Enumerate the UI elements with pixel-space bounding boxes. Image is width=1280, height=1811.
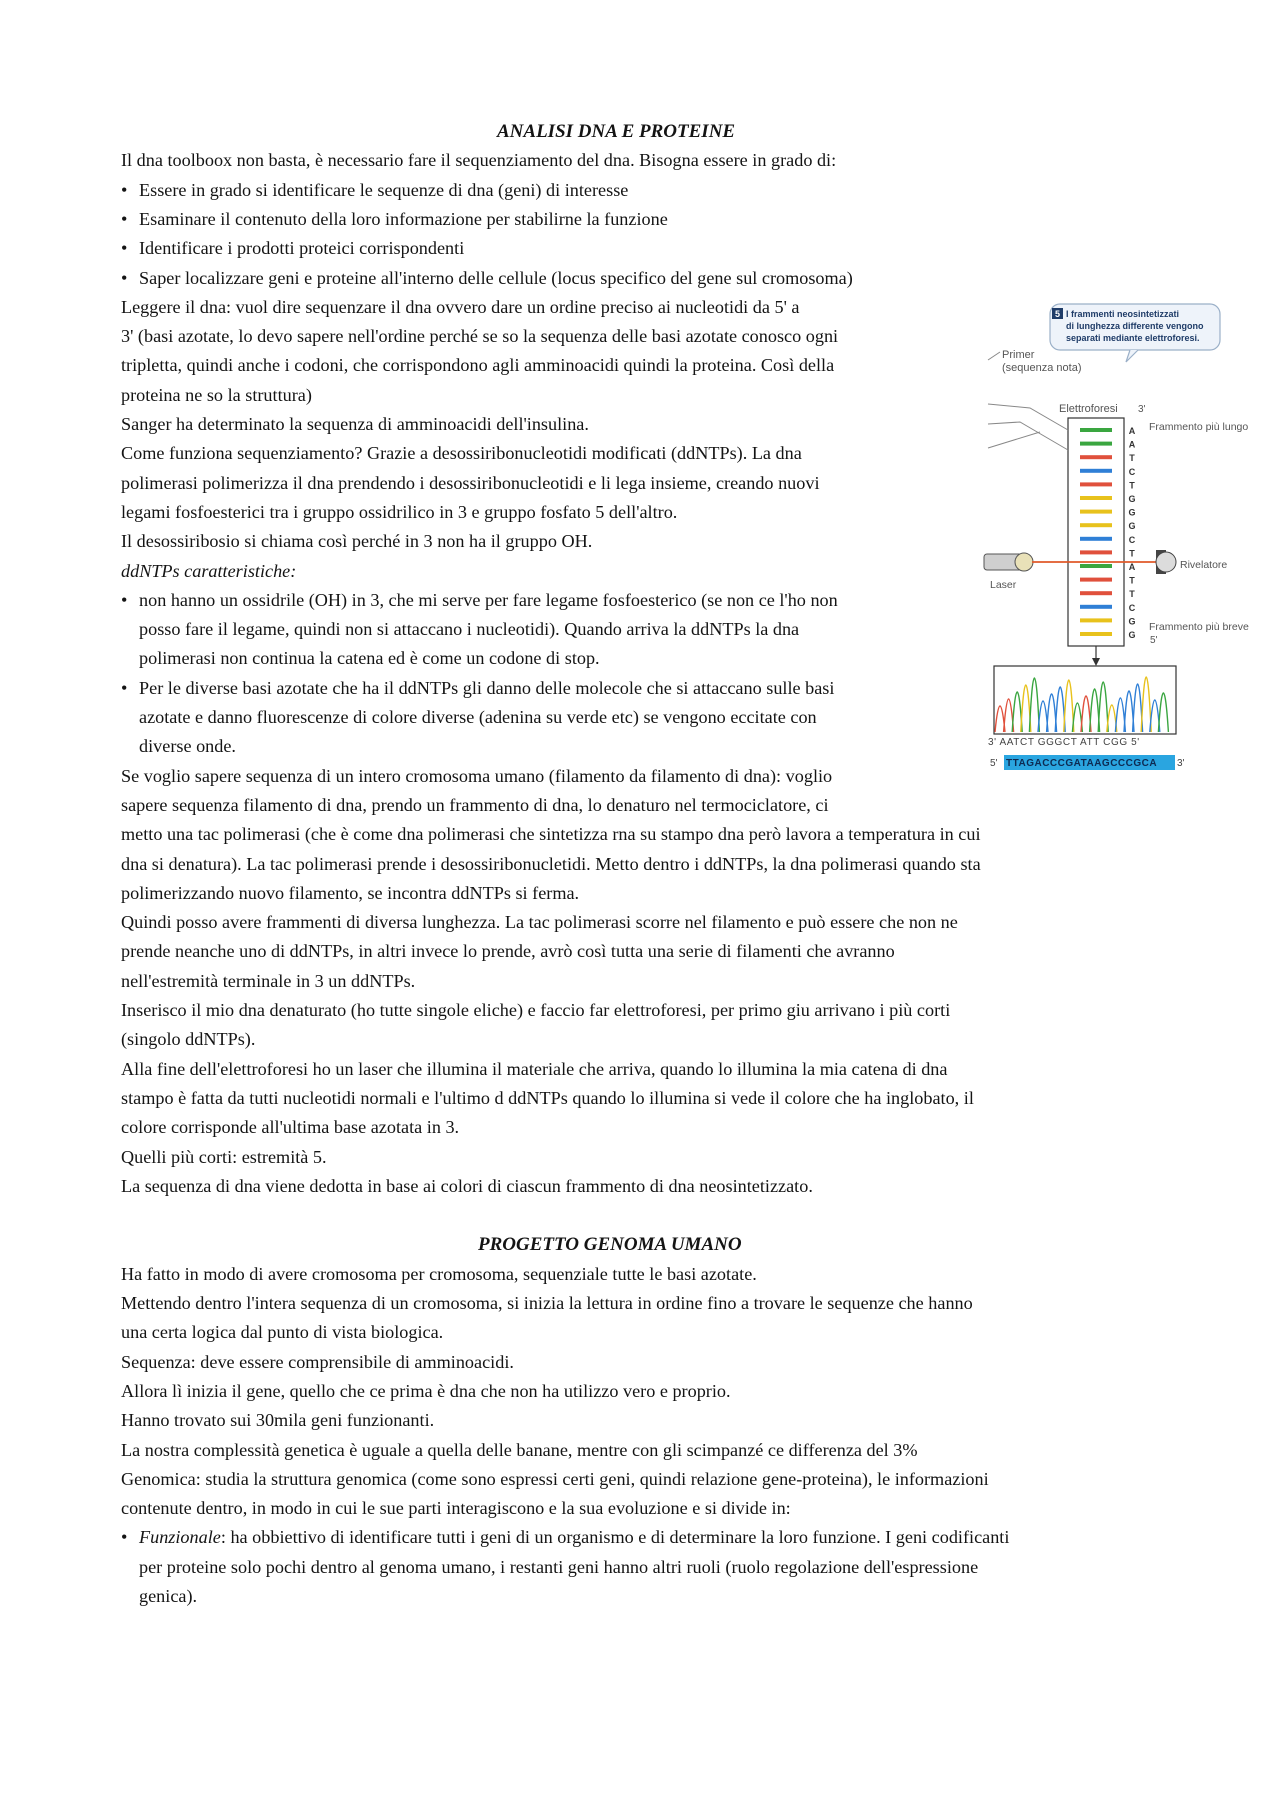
shortest-fragment-label: Frammento più breve (1149, 621, 1249, 633)
callout-line-3: separati mediante elettroforesi. (1066, 333, 1200, 343)
paragraph-line: La nostra complessità genetica è uguale a quella delle banane, mentre con gli scimpanzé ce differenza del 3% (121, 1439, 918, 1460)
paragraph-line: legami fosfoesterici tra i gruppo ossidrilico in 3 e gruppo fosfato 5 dell'altro. (121, 501, 678, 522)
longest-fragment-label: Frammento più lungo (1149, 421, 1249, 433)
arrow-head (1092, 658, 1100, 666)
gel-band (1080, 455, 1112, 459)
ddntp-bullet-1-line: posso fare il legame, quindi non si attaccano i nucleotidi). Quando arriva la ddNTPs la dna (139, 619, 800, 640)
paragraph-line: Quindi posso avere frammenti di diversa lunghezza. La tac polimerasi scorre nel filamento e può essere che non ne (121, 912, 958, 933)
callout-line-2: di lunghezza differente vengono (1066, 321, 1204, 331)
paragraph-line: Mettendo dentro l'intera sequenza di un cromosoma, si inizia la lettura in ordine fino a trovare le sequenze che hanno (121, 1293, 973, 1313)
paragraph-line: (singolo ddNTPs). (121, 1029, 256, 1050)
bullet-item: Identificare i prodotti proteici corrispondenti (139, 238, 465, 259)
sanger-sequencing-figure (980, 300, 1280, 780)
paragraph-line: proteina ne so la struttura) (121, 384, 312, 405)
paragraph-line: sapere sequenza filamento di dna, prendo un frammento di dna, lo denaturo nel termociclatore, ci (121, 794, 829, 815)
gel-band (1080, 618, 1112, 622)
paragraph-line: Alla fine dell'elettroforesi ho un laser che illumina il materiale che arriva, quando lo illumina la mia catena di dna (121, 1058, 948, 1079)
read-prefix: 5' (990, 758, 998, 769)
paragraph-line: dna si denatura). La tac polimerasi prende i desossiribonucletidi. Metto dentro i ddNTPs, la dna polimerasi quando sta (121, 853, 981, 874)
paragraph-line: Quelli più corti: estremità 5. (121, 1146, 327, 1167)
ddntp-heading: ddNTPs caratteristiche: (121, 560, 297, 581)
primer-leader (988, 352, 1000, 360)
funzionale-line: genica). (139, 1586, 198, 1606)
callout-line-1: I frammenti neosintetizzati (1066, 309, 1180, 319)
sequence-letter: A (1128, 562, 1136, 572)
paragraph-line: Sanger ha determinato la sequenza di amminoacidi dell'insulina. (121, 414, 589, 434)
three-prime-label: 3' (1138, 404, 1146, 415)
funzionale-term: Funzionale (139, 1527, 221, 1548)
paragraph-line: polimerizzando nuovo filamento, se incontra ddNTPs si ferma. (121, 882, 580, 903)
paragraph-line: prende neanche uno di ddNTPs, in altri invece lo prende, avrò così tutta una serie di filamenti che avranno (121, 941, 895, 962)
paragraph-line: polimerasi polimerizza il dna prendendo i desossiribonucleotidi e li lega insieme, creando nuovi (121, 472, 820, 493)
ddntp-bullet-2-line: azotate e danno fluorescenze di colore diverse (adenina su verde etc) se vengono eccitate con (139, 707, 817, 727)
gel-band (1080, 605, 1112, 609)
paragraph-line: nell'estremità terminale in 3 un ddNTPs. (121, 970, 416, 991)
sequence-letter: G (1128, 521, 1136, 532)
paragraph-line: metto una tac polimerasi (che è come dna polimerasi che sintetizza rna su stampo dna però lavora a temperatura in cui (121, 824, 981, 845)
sequence-letters (1128, 426, 1135, 640)
sequence-letter: T (1129, 453, 1135, 464)
sequence-letter: C (1128, 602, 1136, 613)
paragraph-line: Hanno trovato sui 30mila geni funzionanti. (121, 1410, 435, 1431)
sequence-letter: T (1129, 575, 1135, 586)
sequence-letter: T (1129, 589, 1135, 600)
read-suffix: 3' (1177, 758, 1185, 769)
template-sequence: 3' AATCT GGGCT ATT CGG 5' (988, 737, 1140, 748)
laser-lens (1015, 553, 1033, 571)
step-number: 5 (1054, 309, 1061, 319)
funzionale-bullet (139, 1523, 1009, 1552)
paragraph-line: 3' (basi azotate, lo devo sapere nell'ordine perché se so la sequenza delle basi azotate conosco ogni (121, 326, 839, 347)
ddntp-bullet-2-line: Per le diverse basi azotate che ha il ddNTPs gli danno delle molecole che si attaccano sulle basi (139, 677, 835, 698)
gel-box (1068, 418, 1124, 646)
gel-band (1080, 442, 1112, 446)
primer-label: Primer (1002, 349, 1035, 361)
five-prime-label: 5' (1150, 635, 1158, 646)
sequence-letter: G (1128, 507, 1136, 518)
paragraph-line: Se voglio sapere sequenza di un intero cromosoma umano (filamento da filamento di dna): voglio (121, 765, 833, 786)
sequence-letter: G (1128, 616, 1136, 627)
electrophoresis-label: Elettroforesi (1059, 403, 1118, 415)
gel-band (1080, 564, 1112, 568)
bullet-item: Essere in grado si identificare le sequenze di dna (geni) di interesse (139, 179, 629, 200)
paragraph-line: Il desossiribosio si chiama così perché in 3 non ha il gruppo OH. (121, 531, 593, 552)
bullet-marker: • (121, 677, 128, 698)
gel-band (1080, 591, 1112, 595)
leader-line-3 (988, 432, 1040, 448)
primer-sublabel: (sequenza nota) (1002, 362, 1082, 374)
detector-label: Rivelatore (1180, 559, 1228, 571)
sequence-letter: G (1128, 494, 1136, 504)
gel-band (1080, 523, 1112, 527)
sequence-letter: C (1128, 534, 1136, 545)
paragraph-line: Come funziona sequenziamento? Grazie a desossiribonucleotidi modificati (ddNTPs). La dna (121, 443, 802, 464)
sequence-letter: C (1128, 466, 1136, 477)
sequence-letter: T (1129, 480, 1135, 491)
sequence-letter: A (1128, 439, 1136, 450)
sequence-letter: G (1128, 630, 1136, 640)
laser-label: Laser (990, 579, 1017, 591)
gel-band (1080, 537, 1112, 541)
gel-band (1080, 510, 1112, 514)
detector-lens (1156, 552, 1176, 572)
intro-paragraph: Il dna toolboox non basta, è necessario fare il sequenziamento del dna. Bisogna essere in grado di: (121, 150, 837, 171)
gel-band (1080, 428, 1112, 432)
gel-band (1080, 632, 1112, 636)
paragraph-line: Leggere il dna: vuol dire sequenzare il dna ovvero dare un ordine preciso ai nucleotidi da 5' a (121, 296, 800, 317)
bullet-marker: • (121, 208, 128, 229)
paragraph-line: colore corrisponde all'ultima base azotata in 3. (121, 1117, 460, 1138)
paragraph-line: Genomica: studia la struttura genomica (come sono espressi certi geni, quindi relazione gene-proteina), le informazioni (121, 1468, 989, 1489)
bullet-marker: • (121, 267, 128, 288)
gel-band (1080, 496, 1112, 500)
bullet-marker: • (121, 238, 128, 259)
bullet-item: Esaminare il contenuto della loro informazione per stabilirne la funzione (139, 208, 668, 229)
paragraph-line: Ha fatto in modo di avere cromosoma per cromosoma, sequenziale tutte le basi azotate. (121, 1263, 757, 1284)
ddntp-bullet-1-line: polimerasi non continua la catena ed è come un codone di stop. (139, 648, 600, 669)
gel-band (1080, 550, 1112, 554)
bullet-item: Saper localizzare geni e proteine all'interno delle cellule (locus specifico del gene sul cromosoma) (139, 267, 853, 288)
bullet-marker: • (121, 589, 128, 610)
gel-band (1080, 578, 1112, 582)
paragraph-line: Sequenza: deve essere comprensibile di amminoacidi. (121, 1351, 514, 1372)
gel-band (1080, 469, 1112, 473)
section-title-analisi: ANALISI DNA E PROTEINE (497, 121, 736, 142)
section-title-genoma: PROGETTO GENOMA UMANO (478, 1234, 742, 1256)
paragraph-line: Allora lì inizia il gene, quello che ce prima è dna che non ha utilizzo vero e proprio. (121, 1380, 731, 1401)
paragraph-line: La sequenza di dna viene dedotta in base ai colori di ciascun frammento di dna neosintetizzato. (121, 1175, 813, 1196)
funzionale-text: : ha obbiettivo di identificare tutti i geni di un organismo e di determinare la loro funzione. I geni codificanti (220, 1527, 1010, 1548)
bullet-marker: • (121, 1527, 128, 1548)
ddntp-bullet-2-line: diverse onde. (139, 736, 236, 757)
paragraph-line: tripletta, quindi anche i codoni, che corrispondono agli amminoacidi quindi la proteina. Così della (121, 355, 835, 376)
sequence-letter: A (1128, 426, 1136, 436)
read-sequence: TTAGACCCGATAAGCCCGCA (1006, 758, 1158, 769)
ddntp-bullet-1-line: non hanno un ossidrile (OH) in 3, che mi serve per fare legame fosfoesterico (se non ce l'ho non (139, 589, 838, 610)
paragraph-line: Inserisco il mio dna denaturato (ho tutte singole eliche) e faccio far elettroforesi, per primo giu arrivano i più corti (121, 1000, 951, 1020)
callout-pointer (1126, 350, 1138, 362)
funzionale-line: per proteine solo pochi dentro al genoma umano, i restanti geni hanno altri ruoli (ruolo regolazione dell'espressione (139, 1556, 979, 1577)
bullet-marker: • (121, 179, 128, 200)
paragraph-line: una certa logica dal punto di vista biologica. (121, 1322, 444, 1343)
paragraph-line: contenute dentro, in modo in cui le sue parti interagiscono e la sua evoluzione e si divide in: (121, 1498, 791, 1519)
paragraph-line: stampo è fatta da tutti nucleotidi normali e l'ultimo d ddNTPs quando lo illumina si vede il colore che ha inglobato, il (121, 1087, 974, 1108)
sequence-letter: T (1129, 548, 1135, 559)
gel-band (1080, 482, 1112, 486)
